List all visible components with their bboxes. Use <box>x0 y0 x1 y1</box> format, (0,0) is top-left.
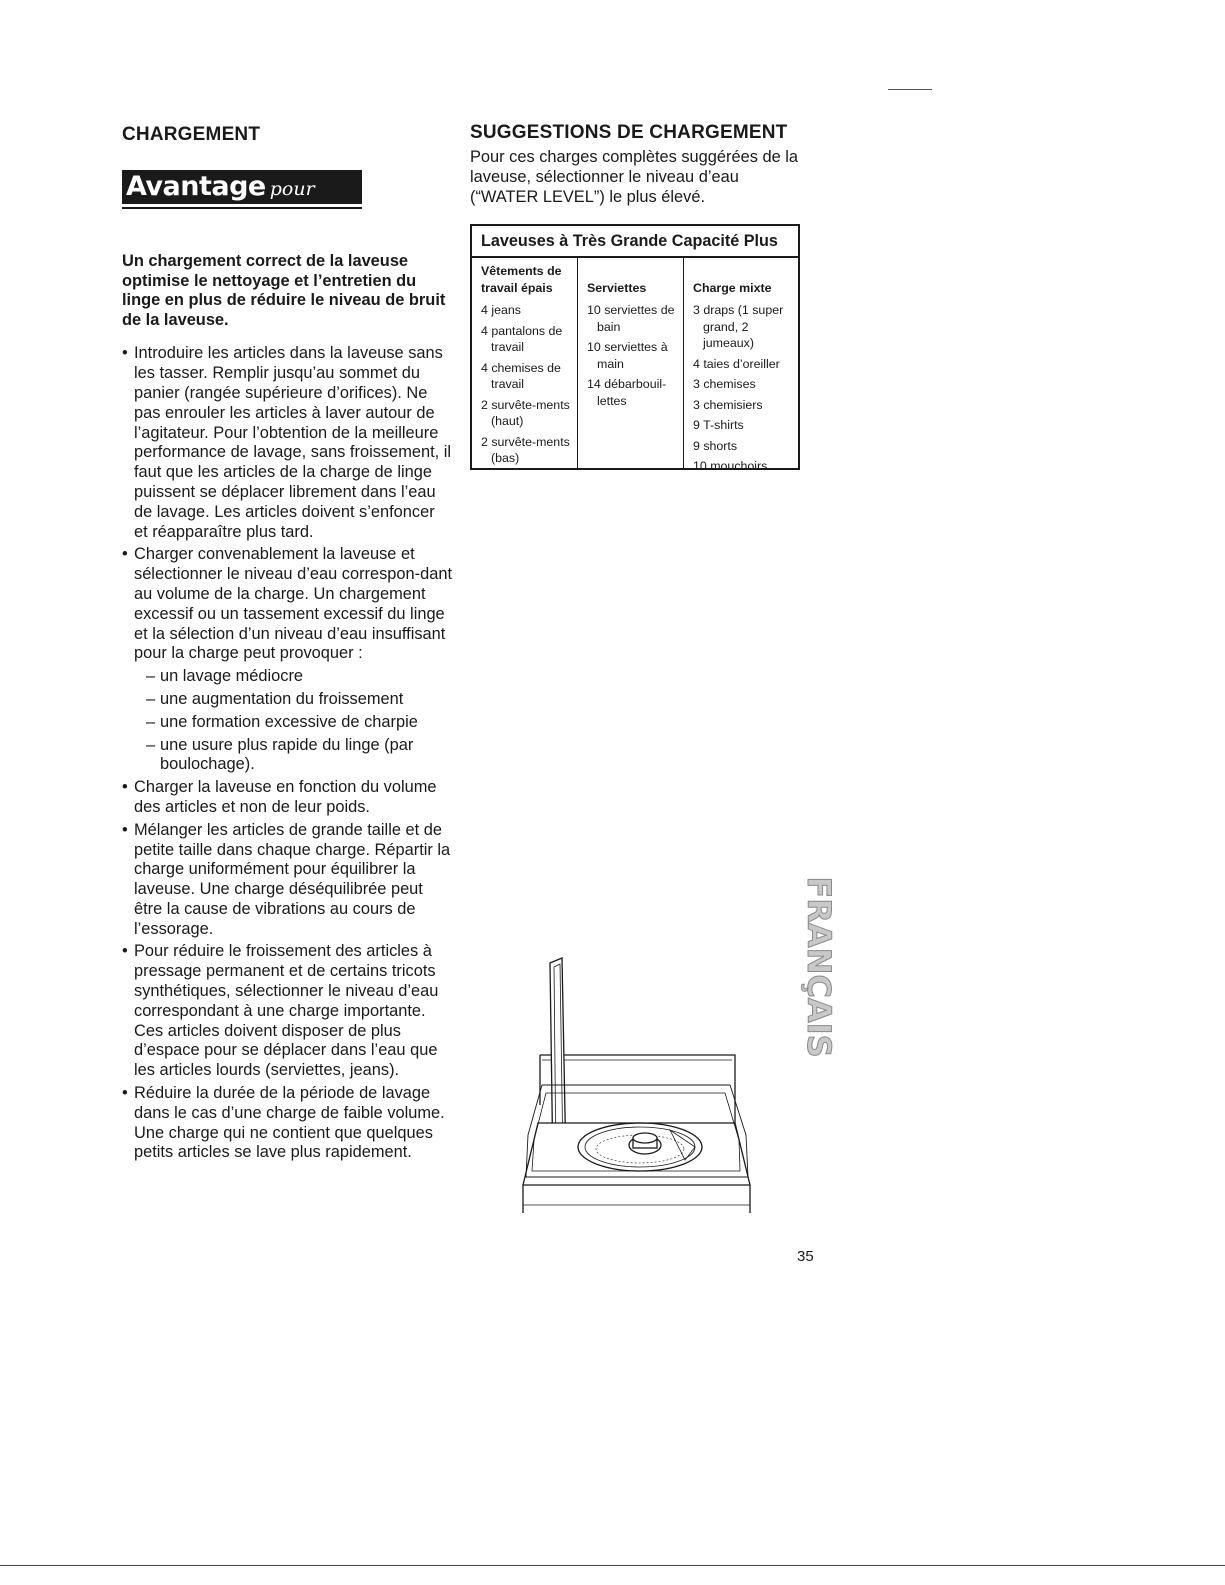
section-title-suggestions: SUGGESTIONS DE CHARGEMENT <box>470 122 788 143</box>
table-cell: 4 jeans <box>481 303 521 318</box>
column-header: Charge mixte <box>693 280 772 295</box>
table-cell: 3 chemisiers <box>693 397 763 412</box>
top-rule <box>888 89 932 90</box>
load-table <box>470 224 800 474</box>
list-item: • Pour réduire le froissement des articles à pressage permanent et de certains tricots synthétiques, sélectionner le niveau d’eau correspondant à une charge importante. Ces articles doivent disposer de plus d’espace pour se déplacer dans l’eau que les articles lourds (serviettes, jeans). <box>122 942 439 1080</box>
table-cell: 2 survête-ments (bas) <box>481 434 570 466</box>
dash-item: – une formation excessive de charpie <box>146 712 418 731</box>
banner-big-text: Avantage <box>126 171 266 202</box>
dash-item: – un lavage médiocre <box>146 667 304 686</box>
table-column-towels <box>577 258 683 468</box>
table-cell: 10 serviettes de bain <box>587 303 675 334</box>
bottom-rule <box>0 1565 1225 1566</box>
table-cell: 9 shorts <box>693 438 738 453</box>
table-column-work-clothes <box>472 258 577 468</box>
list-item: • Réduire la durée de la période de lavage dans le cas d’une charge de faible volume. Une charge qui ne contient que quelques petits articles se lave plus rapidement. <box>122 1084 445 1162</box>
table-cell: 4 chemises de travail <box>481 360 561 392</box>
list-item: • Introduire les articles dans la laveuse sans les tasser. Remplir jusqu’au sommet du panier (rangée supérieure d’orifices). Ne pas enrouler les articles à laver autour de l’agitateur. Pour l’obtention de la meilleure performance de lavage, sans froissement, il faut que les articles de la charge de linge puissent se déplacer librement dans l’eau de lavage. Les articles doivent s’enfoncer et réapparaître plus tard. <box>122 344 452 541</box>
avantage-banner <box>122 170 362 236</box>
column-header: Vêtements de travail épais <box>481 264 562 295</box>
left-column <box>122 124 452 1166</box>
table-cell: 4 taies d’oreiller <box>693 356 780 371</box>
washer-illustration <box>520 955 755 1215</box>
table-cell: 3 draps (1 super grand, 2 jumeaux) <box>693 303 784 351</box>
dash-item: – une augmentation du froissement <box>146 689 404 708</box>
dash-item: – une usure plus rapide du linge (par boulochage). <box>146 735 414 774</box>
banner-small-text: pour vous <box>126 178 315 236</box>
language-tab: FRANÇAIS <box>800 876 838 1058</box>
suggestions-intro: Pour ces charges complètes suggérées de la laveuse, sélectionner le niveau d’eau (“WATER LEVEL”) le plus élevé. <box>470 148 798 206</box>
table-cell: 9 T-shirts <box>693 418 744 433</box>
table-title: Laveuses à Très Grande Capacité Plus <box>472 226 798 258</box>
table-cell: 10 mouchoirs <box>693 459 768 474</box>
section-title-chargement: CHARGEMENT <box>122 124 261 145</box>
page-number: 35 <box>797 1248 814 1265</box>
list-item: • Mélanger les articles de grande taille et de petite taille dans chaque charge. Répartir la charge uniformément pour équilibrer la laveuse. Une charge déséquilibrée peut être la cause de vibrations au cours de l’essorage. <box>122 820 451 938</box>
right-column <box>470 122 810 474</box>
table-cell: 10 serviettes à main <box>587 340 668 371</box>
table-cell: 2 survête-ments (haut) <box>481 397 570 429</box>
table-cell: 4 pantalons de travail <box>481 323 563 355</box>
table-cell: 3 chemises <box>693 377 756 392</box>
table-cell: 14 débarbouil-lettes <box>587 377 667 408</box>
table-column-mixed <box>683 258 798 474</box>
intro-paragraph: Un chargement correct de la laveuse optimise le nettoyage et l’entretien du linge en plus de réduire le niveau de bruit de la laveuse. <box>122 252 446 329</box>
column-header: Serviettes <box>587 280 647 295</box>
list-item: • Charger la laveuse en fonction du volume des articles et non de leur poids. <box>122 778 437 816</box>
bullet-list <box>122 344 452 1163</box>
list-item: • Charger convenablement la laveuse et sélectionner le niveau d’eau correspon-dant au volume de la charge. Un chargement excessif ou un tassement excessif du linge et la sélection d’un niveau d’eau insuffisant pour la charge peut provoquer : <box>122 545 453 663</box>
